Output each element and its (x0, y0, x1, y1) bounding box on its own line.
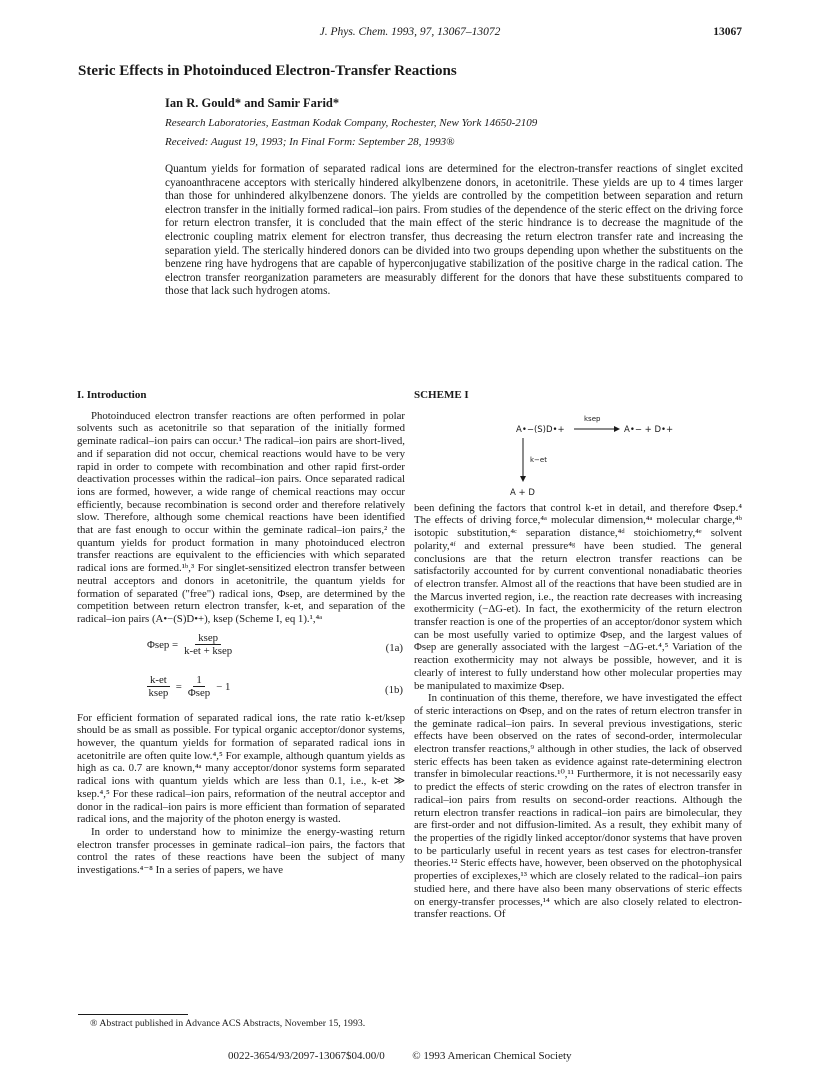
eq1b-fraction-left (147, 674, 170, 700)
eq1b-tail: − 1 (216, 680, 231, 693)
page-footer (228, 1050, 648, 1062)
eq1a-denominator: k-et + ksep (184, 645, 233, 658)
authors: Ian R. Gould* and Samir Farid* (165, 96, 340, 110)
intro-paragraph-3: In order to understand how to minimize the energy-wasting return electron transfer processes in geminate radical–ion pairs, the factors that control the rates of these reactions have been the subject of many investigations.⁴⁻⁸ In a series of papers, we have (77, 825, 405, 877)
received-dates: Received: August 19, 1993; In Final Form: September 28, 1993® (165, 136, 455, 148)
eq1a-label: (1a) (385, 641, 403, 654)
page-number: 13067 (713, 26, 742, 38)
eq1b-den1: ksep (148, 687, 169, 700)
eq1b-equals: = (175, 680, 182, 693)
footer-copyright: © 1993 American Chemical Society (412, 1050, 572, 1062)
scheme-ksep-label: ksep (584, 414, 601, 423)
right-paragraph-1: been defining the factors that control k-et in detail, and therefore Φsep.⁴ The effects of driving force,⁴ᵃ molecular dimension,⁴ᵃ molecular charge,⁴ᵇ isotopic substitution,⁴ᶜ separation distance,⁴ᵈ stoichiometry,⁴ᵉ solvent polarity,⁴ᶠ and external pressure⁴ᵍ have been studied. The general conclusions are that the return electron transfer reactions can be satisfactorily accounted for by current conventional nonadiabatic theories of electron transfer. Almost all of the reactions that have been studied are in the Marcus inverted region, i.e., the reaction rate decreases with increasing exothermicity (−ΔG-et). In fact, the exothermicity of the return electron transfer reaction is one of the properties of an acceptor/donor system which can be most usefully varied to optimize Φsep, and the largest values of Φsep are generally associated with the largest −ΔG-et.⁴,⁵ Variation of the reaction exothermicity may not always be possible, however, and it is clearly of interest to fully understand how other molecular properties may be manipulated to maximize Φsep. (414, 501, 742, 692)
footnote: ® Abstract published in Advance ACS Abstracts, November 15, 1993. (90, 1018, 366, 1029)
footer-code: 0022-3654/93/2097-13067$04.00/0 (228, 1050, 385, 1062)
scheme-ket-label: k−et (530, 455, 547, 464)
scheme-radical-ion-pair: A•−(S)D•+ (516, 424, 565, 435)
section-heading: I. Introduction (77, 389, 147, 401)
eq1b-num1: k-et (147, 674, 170, 688)
journal-reference: J. Phys. Chem. 1993, 97, 13067–13072 (319, 26, 501, 38)
eq1a-fraction (184, 632, 232, 658)
scheme-separation-arrow (574, 424, 620, 434)
eq1a-lhs: Φsep = (147, 638, 179, 651)
left-column (77, 389, 405, 877)
running-header (78, 26, 742, 42)
abstract: Quantum yields for formation of separated radical ions are determined for the electron-transfer reactions of singlet excited cyanoanthracene acceptors with sterically hindered alkylbenzene donors, in acetonitrile. These yields are up to 4 times larger than those for unhindered alkylbenzene donors. The yields are controlled by the competition between separation and return electron transfer in the initially formed radical–ion pairs. From studies of the dependence of the steric effect on the driving force for return electron transfer, it is concluded that the main effect of the steric hindrance is to decrease the magnitude of the electronic coupling matrix element for electron transfer, thus decreasing the return electron transfer rate and increasing the separation yield. The sterically hindered donors can be divided into two groups depending upon whether the substituents on the benzene ring have hydrogens that are capable of hyperconjugative stabilization of the positive charge in the radical cation. The electron transfer reorganization parameters are measurably different for the donors that have these substituents compared to those that lack such hydrogen atoms. (165, 163, 743, 298)
right-paragraph-2: In continuation of this theme, therefore, we have investigated the effect of steric interactions on Φsep, and on the rates of return electron transfer in the geminate radical–ion pairs. In several previous investigations, steric effects have been observed on the rates of second-order, intermolecular electron transfer reactions,⁹ although in other studies, the lack of observed steric effects has been taken as evidence against rate-determining electron transfer in bimolecular reactions.¹⁰,¹¹ Furthermore, it is not necessarily easy to predict the effects of steric crowding on the rates of electron transfer in radical–ion pairs from results on second-order reactions. Although the return electron transfer reactions in radical–ion pairs are bimolecular, they are first-order and not diffusion-limited. As a result, they exhibit many of the properties of the rigidly linked acceptor/donor systems that have proven to be particularly useful in recent years as test cases for electron-transfer theories.¹² Steric effects have, however, been observed on the photophysical properties of exciplexes,¹³ which are closely related to the radical–ion pairs studied here, and there have also been many observations of steric effects on energy-transfer processes,¹⁴ which are also closely related to electron-transfer reactions. Of (414, 692, 742, 921)
eq1b-den2: Φsep (187, 687, 211, 700)
eq1b-label: (1b) (385, 683, 403, 696)
footnote-rule (78, 1014, 188, 1015)
scheme-return-arrow (518, 438, 528, 482)
intro-paragraph-1: Photoinduced electron transfer reactions are often performed in polar solvents such as acetonitrile so that separation of the initially formed geminate radical–ion pairs can occur.¹ The radical–ion pairs are short-lived, and if separation did not occur, chemical reactions would have to be very rapid in order to compete with recombination and other rapid first-order deactivation processes within the radical–ion pairs. Once separated radical ions are formed, however, a wide range of chemical reactions may occur efficiently, because recombination is second order and therefore relatively slow. Therefore, although some chemical reactions have been identified that are fast enough to occur within the geminate radical–ion pairs,² the quantum yields for product formation in many photoinduced electron transfer reactions are equivalent to the efficiencies with which separated radical ions are formed.¹ᵇ,³ For singlet-sensitized electron transfer between neutral acceptors and donors in acetonitrile, the quantum yields for formation of separated ("free") radical ions, Φsep, are determined by the competition between return electron transfer, k-et, and separation of the radical–ion pairs (A•−(S)D•+), ksep (Scheme I, eq 1).¹,⁴ᵃ (77, 409, 405, 625)
scheme-heading: SCHEME I (414, 389, 469, 401)
equation-1b (77, 674, 405, 710)
scheme-neutral-pair: A + D (510, 487, 535, 498)
scheme-diagram (414, 410, 742, 502)
equation-1a (77, 632, 405, 668)
eq1a-numerator: ksep (195, 632, 221, 646)
article-title: Steric Effects in Photoinduced Electron-Transfer Reactions (78, 63, 457, 79)
scheme-free-ions: A•− + D•+ (624, 424, 674, 435)
eq1b-num2: 1 (193, 674, 204, 688)
affiliation: Research Laboratories, Eastman Kodak Company, Rochester, New York 14650-2109 (165, 117, 538, 129)
right-column (414, 389, 742, 921)
intro-paragraph-2: For efficient formation of separated radical ions, the rate ratio k-et/ksep should be as small as possible. For typical organic acceptor/donor systems, however, the quantum yields for formation of separated radical ions in acetonitrile are often quite low.⁴,⁵ For example, although quantum yields as high as ca. 0.7 are known,⁴ᵃ many acceptor/donor systems form separated radical ions with quantum yields which are less than 0.1, i.e., k-et ≫ ksep.⁴,⁵ For these radical–ion pairs, reformation of the neutral acceptor and donor in the radical–ion pairs is more efficient than formation of separated radical ions, and the majority of the photon energy is wasted. (77, 711, 405, 826)
eq1b-fraction-right (188, 674, 210, 700)
